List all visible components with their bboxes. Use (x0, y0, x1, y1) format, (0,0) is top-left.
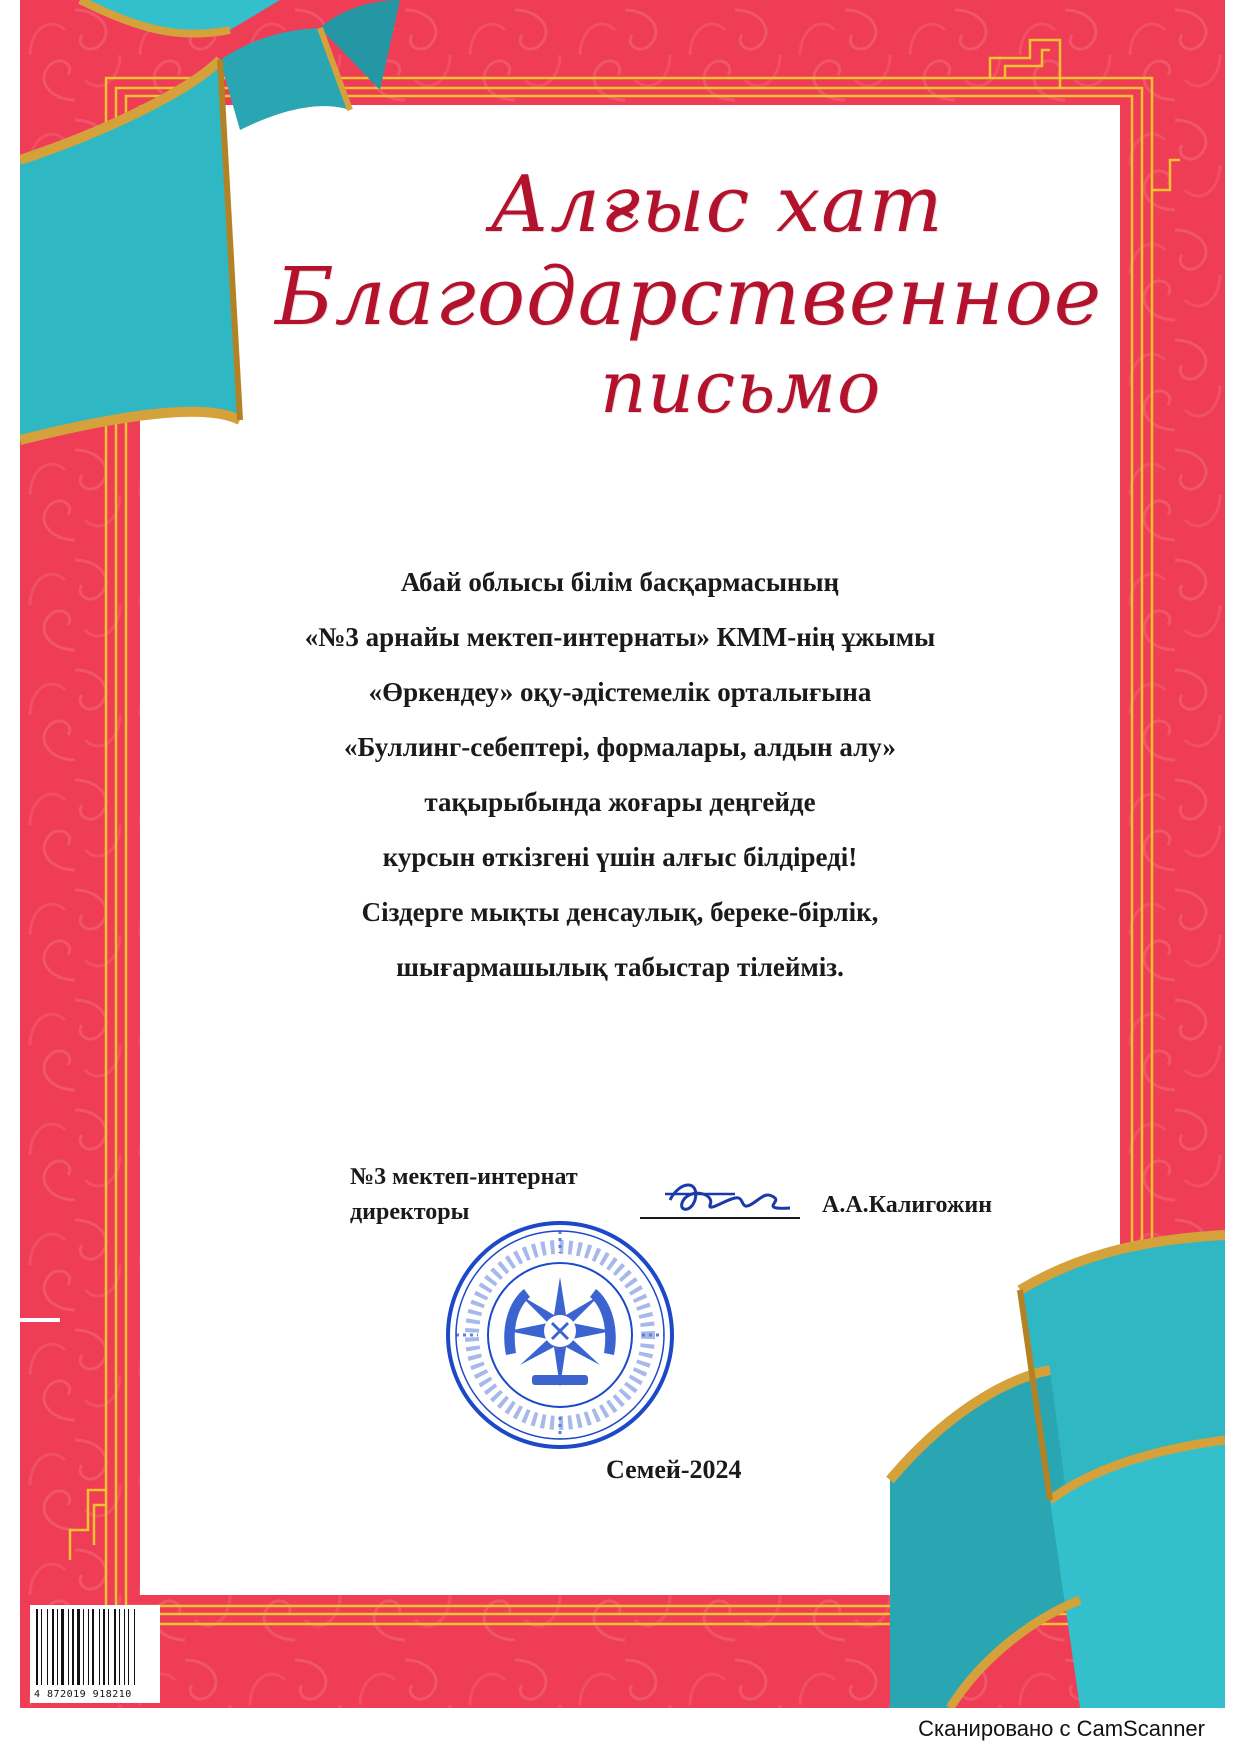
body-line: «Буллинг-себептері, формалары, алдын алу» (344, 732, 896, 762)
barcode-number: 4 872019 918210 (34, 1689, 132, 1700)
signatory-name: А.А.Калигожин (822, 1192, 993, 1218)
body-line: Абай облысы білім басқармасының (400, 567, 840, 597)
title-russian-line2: письмо (600, 345, 882, 429)
title-russian-line1: Благодарственное (275, 250, 1103, 343)
body-line: шығармашылық табыстар тілейміз. (396, 952, 844, 982)
edge-mark (20, 1318, 60, 1322)
state-emblem-seal-icon (440, 1215, 680, 1455)
body-line: курсын өткізгені үшін алғыс білдіреді! (382, 842, 858, 872)
signatory-position-line2: директоры (350, 1199, 470, 1225)
title-kazakh: Алғыс хат (490, 160, 944, 250)
body-line: «№3 арнайы мектеп-интернаты» КММ-нің ұжымы (304, 622, 936, 652)
body-line: Сіздерге мықты денсаулық, береке-бірлік, (361, 897, 879, 927)
body-line: «Өркендеу» оқу-әдістемелік орталығына (368, 677, 872, 707)
body-line: тақырыбында жоғары деңгейде (424, 787, 816, 817)
scanner-watermark: Сканировано с CamScanner (918, 1716, 1205, 1741)
signatory-position-line1: №3 мектеп-интернат (350, 1164, 578, 1190)
city-year: Семей-2024 (606, 1455, 742, 1484)
certificate-body (240, 555, 1000, 995)
barcode (30, 1605, 160, 1703)
barcode-bars (34, 1609, 156, 1687)
